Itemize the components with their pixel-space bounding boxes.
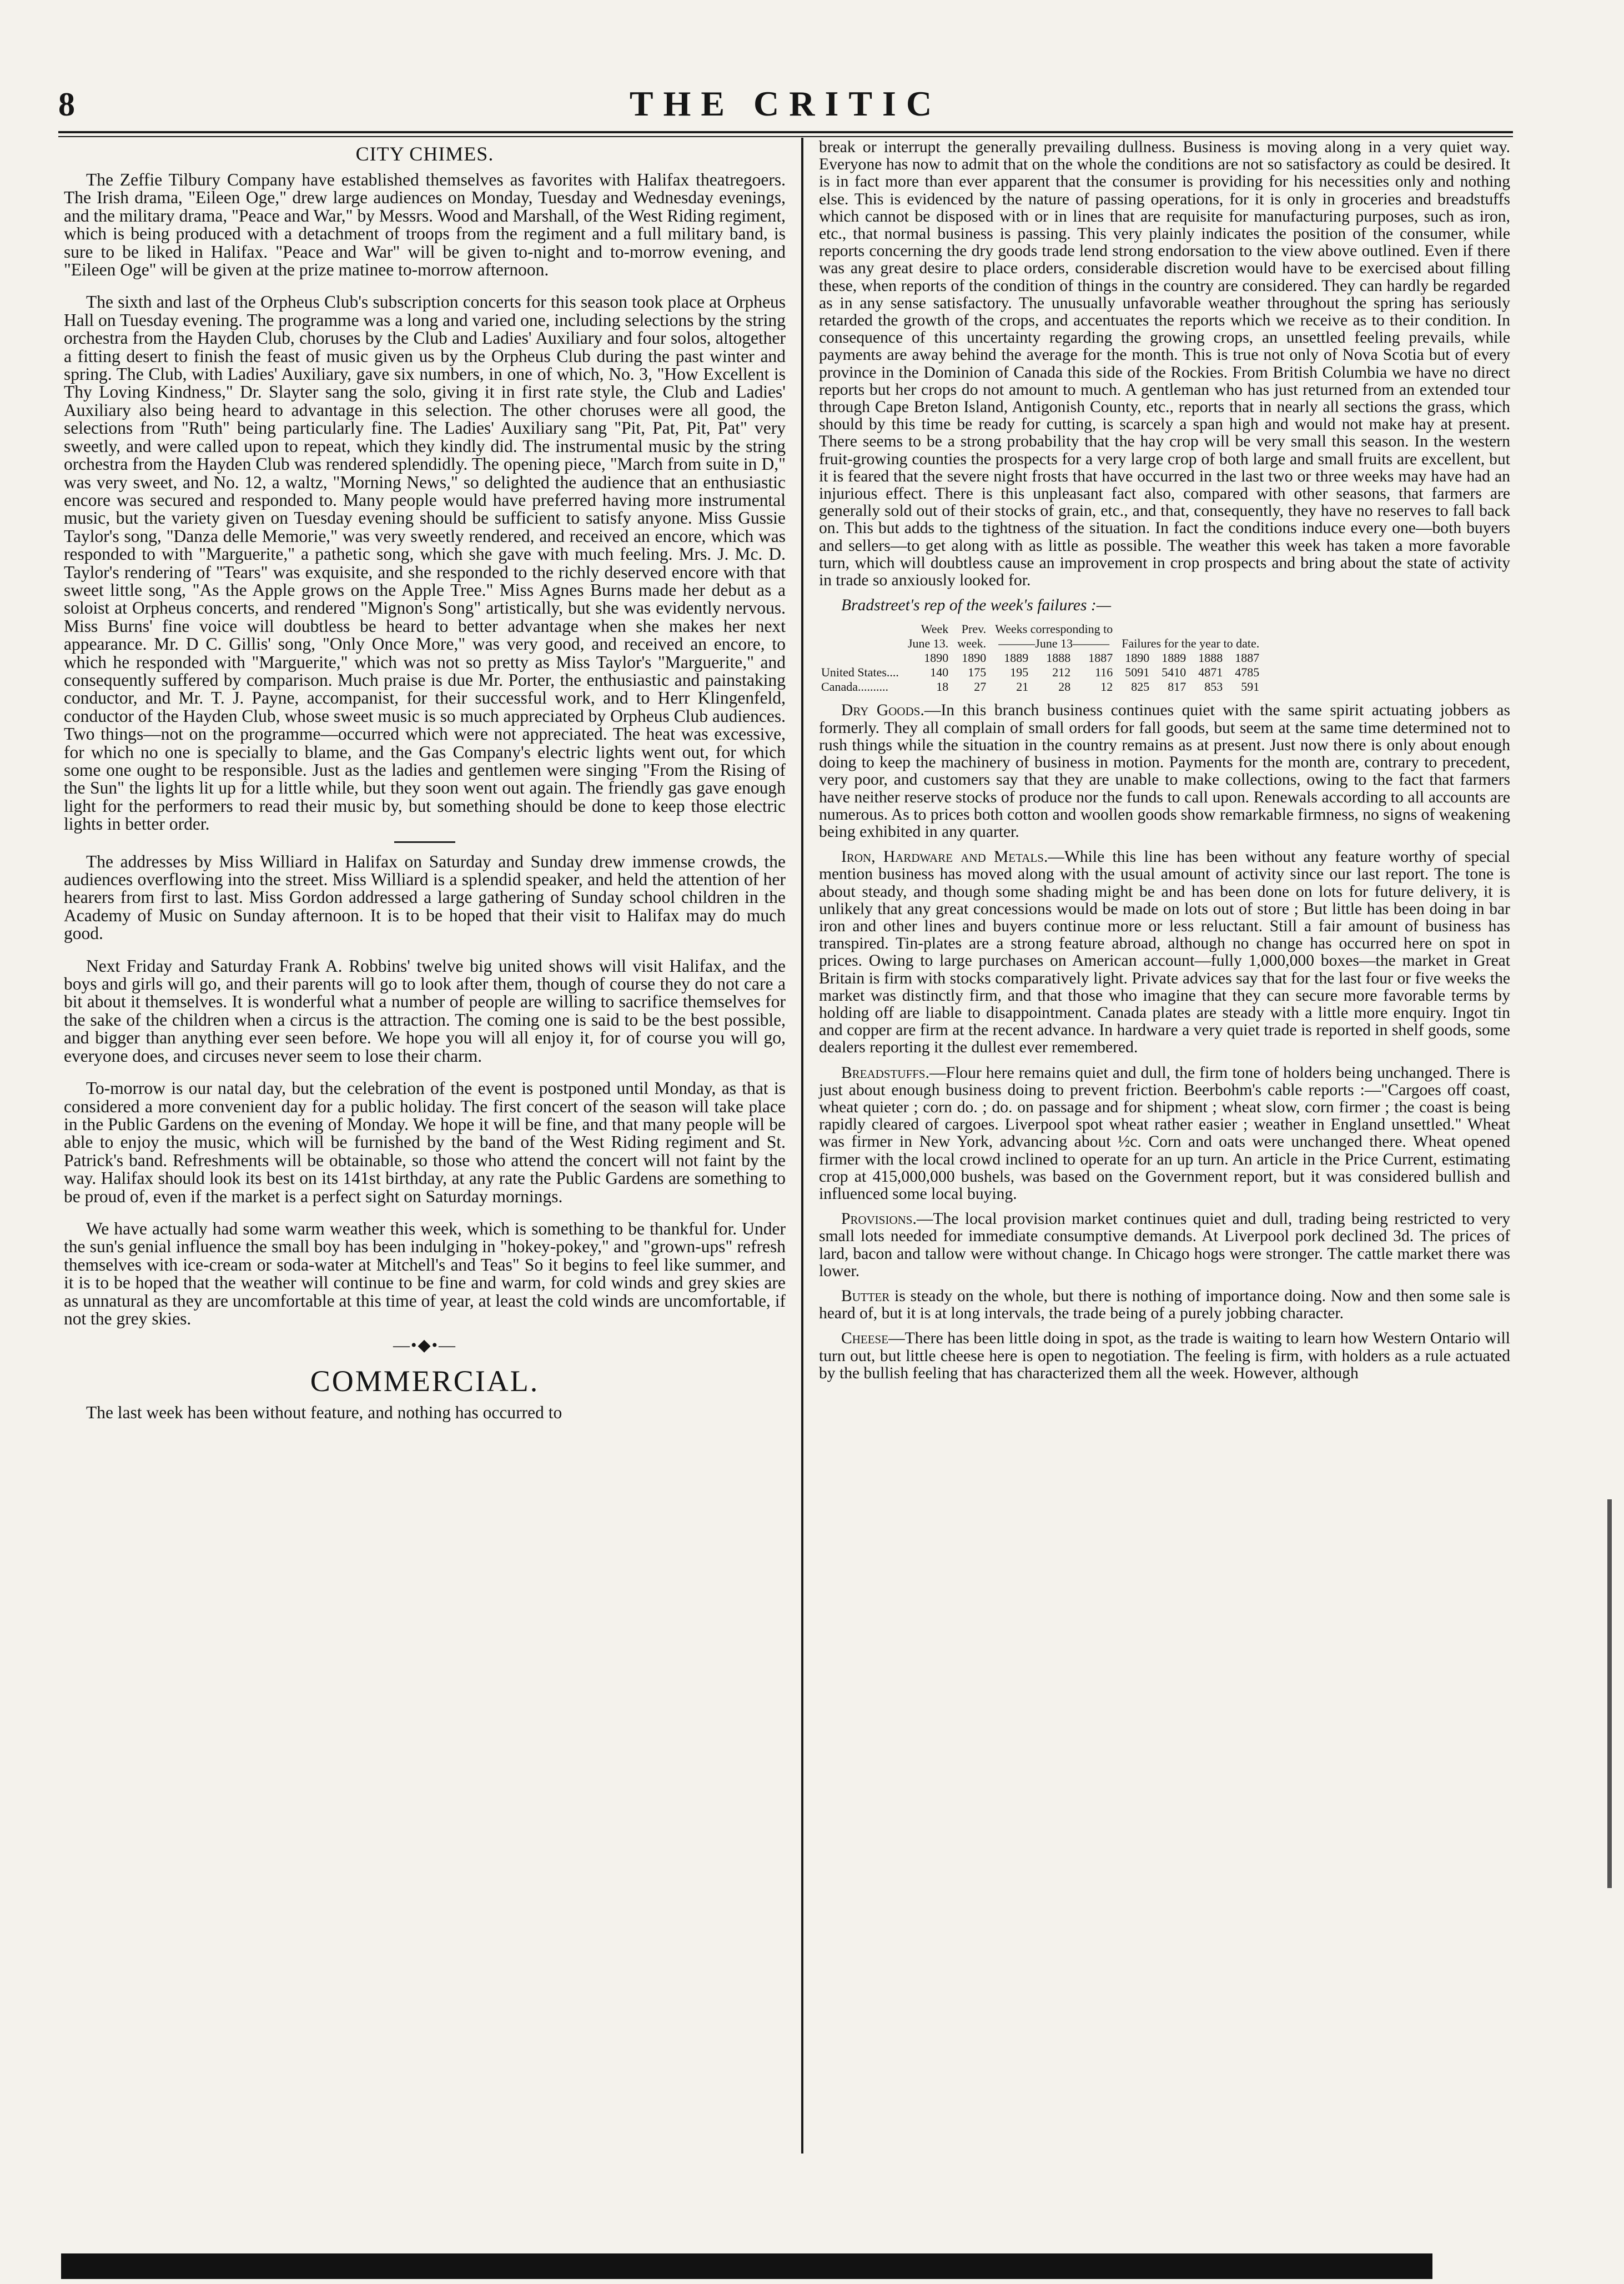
failures-table	[821, 622, 1264, 694]
commercial-heading: COMMERCIAL.	[310, 1364, 540, 1398]
page-header	[58, 83, 1513, 128]
table-row: United States.... 140 175 195 212 116 5091 5410 4871 4785	[821, 665, 1260, 680]
scan-bottom-bar	[61, 2253, 1432, 2279]
header-rule-thin	[58, 136, 1513, 137]
iron-hardware-paragraph: Iron, Hardware and Metals.—While this line has been without any feature worthy of special mention business has moved along with the usual amount of activity since our last report. The tone is about steady, and though some shading might be and has been done on lots for future delivery, it is unlikely that any great concessions would be made on lots out of store ; But little has been doing in bar iron and other lines and buyers continue more or less reluctant. Still a fair amount of business has transpired. Tin-plates are a strong feature abroad, although no change has occurred here on spot in prices. Owing to large purchases on American account—fully 1,000,000 boxes—the market in Great Britain is firm with stocks comparatively light. Private advices say that for the last four or five weeks the market was distinctly firm, and that those who imagine that they can secure more favorable terms by holding off are liable to disappointment. Canada plates are steady with a little more enquiry. Ingot tin and copper are firm at the recent advance. In hardware a very quiet trade is reported in shelf goods, some dealers reporting it the dullest ever remembered.	[819, 848, 1510, 1057]
cheese-paragraph: Cheese—There has been little doing in spot, as the trade is waiting to learn how Western Ontario will turn out, but little cheese here is open to negotiation. The feeling is firm, with holders as a rule actuated by the bullish feeling that has characterized them all the week. However, although	[819, 1329, 1510, 1382]
article-paragraph: The addresses by Miss Williard in Halifax on Saturday and Sunday drew immense crowds, the audiences overflowing into the street. Miss Williard is a splendid speaker, and held the attention of her hearers from first to last. Miss Gordon addressed a large gathering of Sunday school children in the Academy of Music on Sunday afternoon. It is to be hoped that their visit to Halifax may do much good.	[64, 851, 786, 943]
table-header-row: Week Prev. Weeks corresponding to	[921, 622, 1113, 636]
table-row: Canada.......... 18 27 21 28 12 825 817 853 591	[821, 680, 1260, 694]
article-paragraph: The Zeffie Tilbury Company have established themselves as favorites with Halifax theatregoers. The Irish drama, "Eileen Oge," drew large audiences on Monday, Tuesday and Wednesday evenings, and the military drama, "Peace and War," by Messrs. Wood and Marshall, of the West Riding regiment, which is being produced with a detachment of troops from the regiment and a full military band, is sure to be liked in Halifax. "Peace and War" will be given to-night and to-morrow evening, and "Eileen Oge" will be given at the prize matinee to-morrow afternoon.	[64, 170, 786, 280]
masthead-title: THE CRITIC	[629, 84, 942, 123]
article-paragraph: Next Friday and Saturday Frank A. Robbins' twelve big united shows will visit Halifax, and the boys and girls will go, and their parents will go to look after them, though of course they do not care a bit about it themselves. It is wonderful what a number of people are willing to sacrifice themselves for the sake of the children when a circus is the attraction. The coming one is said to be the best possible, and bigger than anything ever seen before. We hope you will all enjoy it, for of course you will go, everyone does, and circuses never seem to lose their charm.	[64, 956, 786, 1066]
paragraph-separator	[394, 841, 455, 843]
provisions-paragraph: Provisions.—The local provision market continues quiet and dull, trading being restricted to very small lots needed for immediate consumptive demands. At Liverpool pork declined 3d. The prices of lard, bacon and tallow were without change. In Chicago hogs were stronger. The cattle market there was lower.	[819, 1210, 1510, 1280]
scan-edge-mark	[1607, 1499, 1612, 1888]
page-number: 8	[58, 86, 75, 123]
right-column	[819, 139, 1510, 1390]
article-paragraph: We have actually had some warm weather this week, which is something to be thankful for. Under the sun's genial influence the small boy has been indulging in "hokey-pokey," and "grown-ups" refresh themselves with ice-cream or soda-water at Mitchell's and Teas" So it begins to feel like summer, and it is to be hoped that the weather will continue to be fine and warm, for cold winds and grey skies are as unnatural as they are uncomfortable at this time of year, at least the cold winds are uncomfortable, if not the grey skies.	[64, 1218, 786, 1328]
article-paragraph: To-morrow is our natal day, but the celebration of the event is postponed until Monday, as that is considered a more convenient day for a public holiday. The first concert of the season will take place in the Public Gardens on the evening of Monday. We hope it will be fine, and that many people will be able to enjoy the music, which will be furnished by the band of the West Riding regiment and St. Patrick's band. Refreshments will be obtainable, so those who attend the concert will not faint by the way. Halifax should look its best on its 141st birthday, at any rate the Public Gardens are something to be proud of, even if the market is a perfect sight on Saturday mornings.	[64, 1078, 786, 1206]
breadstuffs-paragraph: Breadstuffs.—Flour here remains quiet and dull, the firm tone of holders being unchanged. There is just about enough business doing to prevent friction. Beerbohm's cable reports :—"Cargoes off coast, wheat quieter ; corn do. ; do. on passage and for shipment ; wheat slow, corn firmer ; the coast is being rapidly cleared of cargoes. Liverpool spot wheat rather easier ; weather in England unsettled." Wheat was firmer in New York, advancing about ½c. Corn and oats were unchanged there. Wheat opened firmer with the local crowd inclined to operate for an up turn. An article in the Price Current, estimating crop at 415,000,000 bushels, was based on the Government report, but it was considered bullish and influenced some local buying.	[819, 1063, 1510, 1203]
header-rule-thick	[58, 131, 1513, 133]
dry-goods-paragraph: Dry Goods.—In this branch business continues quiet with the same spirit actuating jobbers as formerly. They all complain of small orders for fall goods, but seem at the same time determined not to rush things while the situation in the country remains as at present. Just now there is only about enough doing to keep the machinery of business in motion. Payments for the month are, contrary to precedent, very poor, and customers say that they are unable to make collections, owing to the fact that farmers have neither reserve stocks of produce nor the funds to call upon. Renewals according to all accounts are numerous. As to prices both cotton and woollen goods show remarkable firmness, no signs of weakening being exhibited in any quarter.	[819, 701, 1510, 841]
table-year-row: 1890 1890 1889 1888 1887 1890 1889 1888 1887	[924, 651, 1260, 665]
butter-paragraph: Butter is steady on the whole, but there is nothing of importance doing. Now and then some sale is heard of, but it is at long intervals, the trade being of a purely jobbing character.	[819, 1287, 1510, 1323]
table-header-row: June 13. week. ———June 13——— Failures for the year to date.	[907, 636, 1260, 651]
city-chimes-heading: CITY CHIMES.	[355, 143, 494, 165]
left-column	[64, 139, 786, 1430]
ornament-divider: —•◆•—	[393, 1336, 457, 1355]
column-divider	[801, 138, 803, 2154]
failures-intro: Bradstreet's rep of the week's failures :—	[841, 596, 1112, 615]
commercial-intro-start: The last week has been without feature, and nothing has occurred to	[86, 1403, 562, 1423]
commercial-intro: break or interrupt the generally prevailing dullness. Business is moving along in a very quiet way. Everyone has now to admit that on the whole the conditions are not so satisfactory as could be desired. It is in fact more than ever apparent that the consumer is providing for his necessities only and nothing else. This is evidenced by the nature of passing operations, for it is only in groceries and breadstuffs which cannot be disposed with or in lines that are requisite for manufacturing purposes, such as iron, etc., that normal business is passing. This very plainly indicates the position of the consumer, while reports concerning the dry goods trade lend strong endorsation to the view above outlined. Even if there was any great desire to place orders, considerable discretion would have to be exercised about filling these, when reports of the condition of things in the country are considered. They can hardly be regarded as in any sense satisfactory. The unusually unfavorable weather throughout the spring has seriously retarded the growth of the crops, and accentuates the reports which we receive as to their condition. In consequence of this uncertainty regarding the growing crops, an unsettled feeling prevails, while payments are away behind the average for the month. This is true not only of Nova Scotia but of every province in the Dominion of Canada this side of the Rockies. From British Columbia we have no direct reports but her crops do not amount to much. A gentleman who has just returned from an extended tour through Cape Breton Island, Antigonish County, etc., reports that in nearly all sections the grass, which should by this time be ready for cutting, is scarcely a span high and would not make hay at present. There seems to be a strong probability that the hay crop will be very small this season. In the western fruit-growing counties the prospects for a very large crop of both large and small fruits are excellent, but it is feared that the severe night frosts that have occurred in the last two or three weeks may have had an injurious effect. There is this unpleasant fact also, compared with other seasons, that farmers are generally sold out of their stocks of grain, etc., and that, consequently, they have no reserves to fall back on. This but adds to the tightness of the situation. In fact the conditions induce every one—both buyers and sellers—to get along with as little as possible. The weather this week has taken a more favorable turn, which will doubtless cause an improvement in crop prospects and bring about the state of activity in trade so anxiously looked for.	[819, 138, 1510, 590]
article-paragraph: The sixth and last of the Orpheus Club's subscription concerts for this season took place at Orpheus Hall on Tuesday evening. The programme was a long and varied one, including selections by the string orchestra from the Hayden Club, choruses by the Club and Ladies' Auxiliary and four solos, altogether a fitting desert to finish the feast of music given us by the Orpheus Club during the past winter and spring. The Club, with Ladies' Auxiliary, gave six numbers, in one of which, No. 3, "How Excellent is Thy Loving Kindness," Dr. Slayter sang the solo, giving it in first rate style, the Club and Ladies' Auxiliary also being heard to advantage in this selection. The other choruses were all good, the selections from "Ruth" being particularly fine. The Ladies' Auxiliary sang "Pit, Pat, Pit, Pat" very sweetly, and were called upon to repeat, which they kindly did. The instrumental music by the string orchestra from the Hayden Club was rendered splendidly. The opening piece, "March from suite in D," was very sweet, and No. 12, a waltz, "Morning News," so delighted the audience that an enthusiastic encore was secured and responded to. Many people would have preferred having more instrumental music, but the variety given on Tuesday evening should be sufficient to satisfy anyone. Miss Gussie Taylor's song, "Danza delle Memorie," was very sweetly rendered, and received an encore, which was responded to with "Marguerite," a pathetic song, which she gave with much feeling. Mrs. J. Mc. D. Taylor's rendering of "Tears" was exquisite, and she responded to the richly deserved encore with that sweet little song, "As the Apple grows on the Apple Tree." Miss Agnes Burns made her debut as a soloist at Orpheus concerts, and rendered "Mignon's Song" artistically, but she was evidently nervous. Miss Burns' fine voice will doubtless be heard to better advantage when she makes her next appearance. Mr. D C. Gillis' song, "Only Once More," was very good, and received an encore, to which he responded with "Marguerite," which was not so pretty as Miss Taylor's "Marguerite," and consequently suffered by comparison. Much praise is due Mr. Porter, the enthusiastic and painstaking conductor, and Mr. T. J. Payne, accompanist, for their successful work, and to Herr Klingenfeld, conductor of the Hayden Club, whose sweet music is so much appreciated by Orpheus Club audiences. Two things—not on the programme—occurred which were not appreciated. The heat was excessive, for which no one is specially to blame, and the Gas Company's electric lights went out, for which some one ought to be responsible. Just as the ladies and gentlemen were singing "From the Rising of the Sun" the lights lit up for a little while, but they soon went out again. The friendly gas gave enough light for the performers to read their music by, but something should be done to keep those electric lights in better order.	[64, 292, 786, 834]
